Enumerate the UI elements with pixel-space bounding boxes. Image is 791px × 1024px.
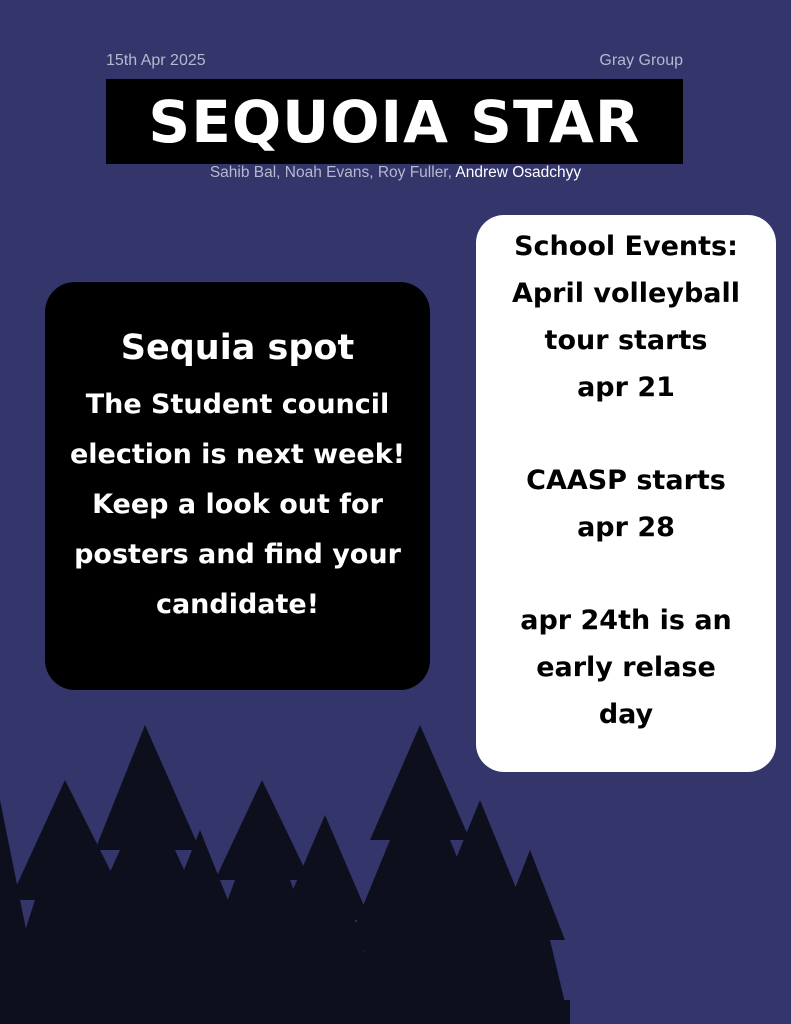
spot-body	[45, 380, 430, 630]
event-line: apr 24th is an	[520, 605, 732, 636]
event-line: day	[598, 699, 654, 730]
school-events-box	[476, 215, 776, 772]
authors-main: Sahib Bal, Noah Evans, Roy Fuller,	[209, 164, 456, 181]
authors-line	[0, 164, 791, 182]
event-spacer	[476, 551, 776, 597]
event-line: early relase	[536, 652, 716, 683]
spot-title: Sequia spot	[120, 328, 355, 368]
pine-trees-silhouette	[0, 700, 791, 1024]
issue-date: 15th Apr 2025	[106, 52, 206, 69]
event-line: April volleyball	[511, 278, 741, 309]
events-heading: School Events:	[514, 231, 738, 262]
event-line: apr 21	[577, 372, 675, 403]
group-name: Gray Group	[599, 52, 683, 69]
event-line: CAASP starts	[526, 465, 726, 496]
spot-line: candidate!	[155, 589, 320, 620]
spot-line: election is next week!	[69, 439, 406, 470]
event-spacer	[476, 411, 776, 457]
event-line: apr 28	[577, 512, 675, 543]
spot-line: Keep a look out for	[92, 489, 383, 520]
event-line: tour starts	[544, 325, 708, 356]
sequia-spot-box	[45, 282, 430, 690]
authors-last: Andrew Osadchyy	[455, 164, 582, 181]
spot-line: The Student council	[85, 389, 390, 420]
spot-line: posters and find your	[74, 539, 401, 570]
newsletter-title: SEQUOIA STAR	[106, 79, 683, 164]
